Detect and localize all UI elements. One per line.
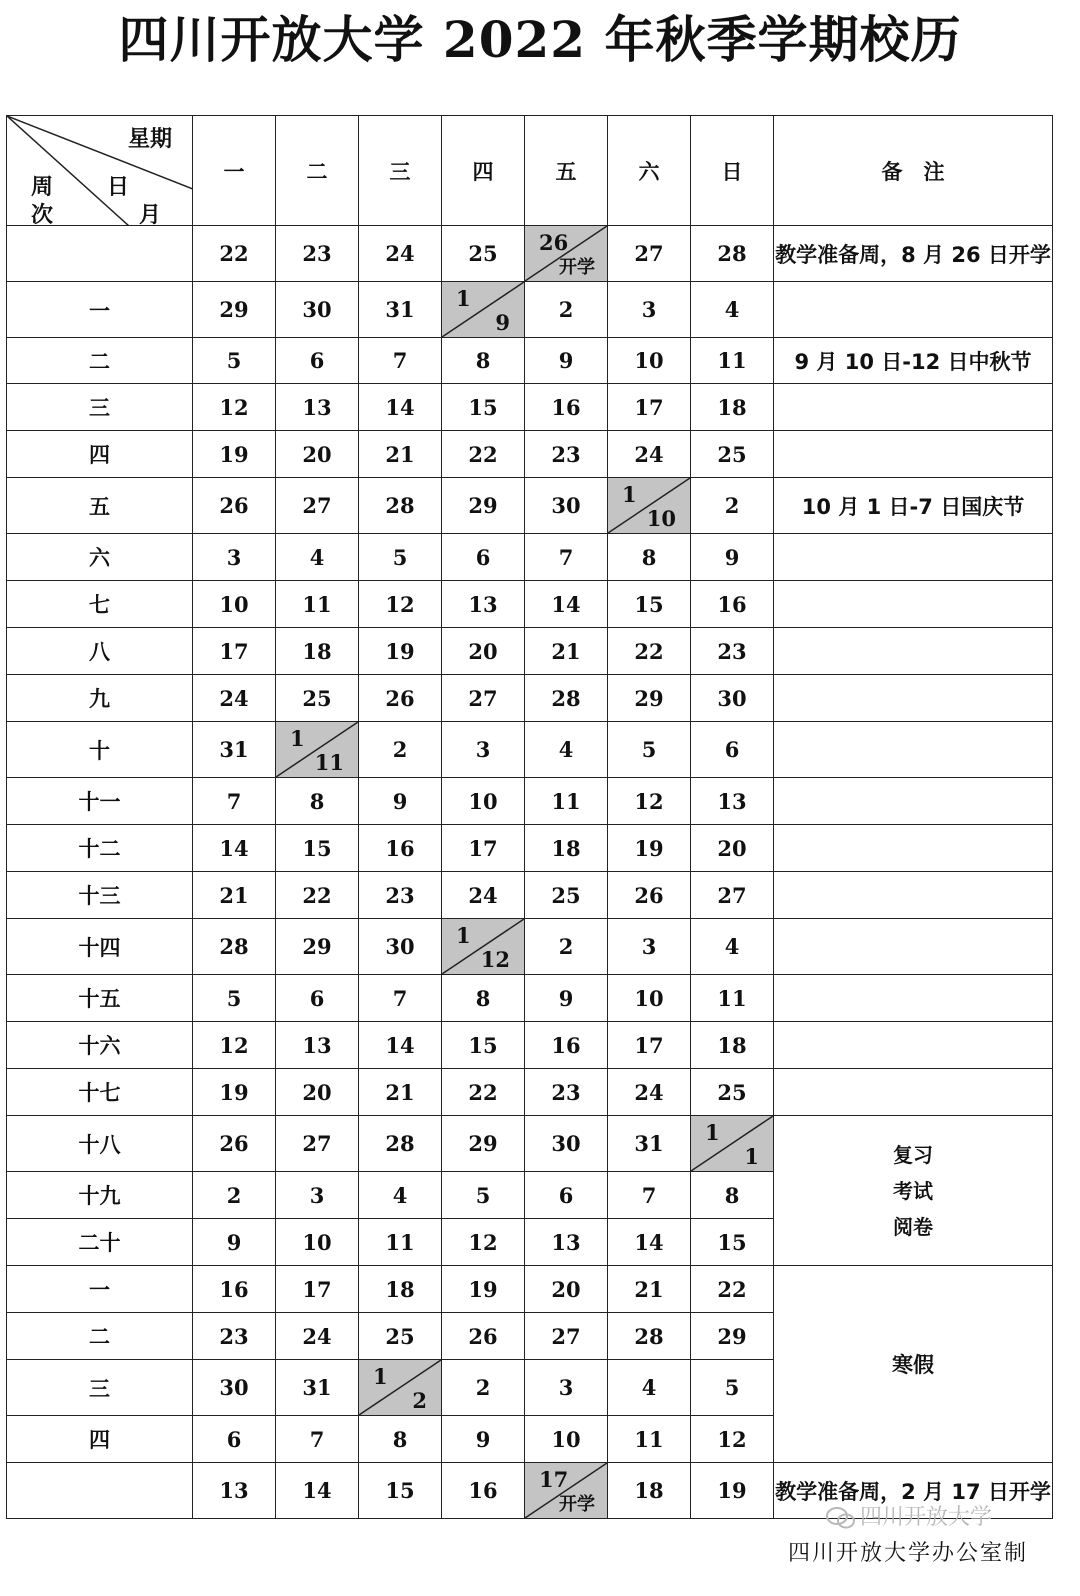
day-cell: 6 xyxy=(193,1416,276,1463)
day-cell: 10 xyxy=(276,1219,359,1266)
day-cell: 21 xyxy=(525,628,608,675)
day-cell: 24 xyxy=(608,1069,691,1116)
day-cell: 2 xyxy=(359,722,442,778)
day-cell: 3 xyxy=(608,919,691,975)
day-cell: 20 xyxy=(525,1266,608,1313)
day-cell: 11 xyxy=(525,778,608,825)
split-top-value: 1 xyxy=(705,1120,720,1145)
day-cell: 19 xyxy=(193,431,276,478)
day-cell: 27 xyxy=(525,1313,608,1360)
day-cell: 18 xyxy=(691,1022,774,1069)
day-cell: 26 xyxy=(442,1313,525,1360)
note-cell: 10 月 1 日-7 日国庆节 xyxy=(774,478,1053,534)
week-row xyxy=(7,722,1053,778)
weekday-header: 六 xyxy=(608,116,691,226)
watermark xyxy=(826,1500,992,1531)
week-row xyxy=(7,534,1053,581)
note-cell: 教学准备周，8 月 26 日开学 xyxy=(774,226,1053,282)
day-cell: 29 xyxy=(608,675,691,722)
day-cell: 16 xyxy=(442,1463,525,1519)
month-start-cell xyxy=(608,478,691,534)
day-cell: 6 xyxy=(276,338,359,384)
note-cell-empty xyxy=(774,722,1053,778)
week-number: 二 xyxy=(7,338,193,384)
day-cell: 19 xyxy=(193,1069,276,1116)
day-cell: 29 xyxy=(442,1116,525,1172)
day-cell: 28 xyxy=(525,675,608,722)
day-cell: 23 xyxy=(691,628,774,675)
day-cell: 12 xyxy=(193,1022,276,1069)
day-cell: 17 xyxy=(193,628,276,675)
week-number: 十三 xyxy=(7,872,193,919)
month-start-cell xyxy=(525,226,608,282)
day-cell: 19 xyxy=(608,825,691,872)
day-cell: 18 xyxy=(691,384,774,431)
note-cell-empty xyxy=(774,919,1053,975)
day-cell: 20 xyxy=(276,1069,359,1116)
day-cell: 16 xyxy=(359,825,442,872)
split-top-value: 17 xyxy=(539,1467,569,1492)
day-cell: 12 xyxy=(442,1219,525,1266)
day-cell: 22 xyxy=(193,226,276,282)
day-cell: 17 xyxy=(608,1022,691,1069)
day-cell: 16 xyxy=(525,1022,608,1069)
weekday-header: 一 xyxy=(193,116,276,226)
weekday-header: 二 xyxy=(276,116,359,226)
day-cell: 18 xyxy=(525,825,608,872)
note-cell-empty xyxy=(774,1022,1053,1069)
week-row xyxy=(7,825,1053,872)
day-cell: 9 xyxy=(525,975,608,1022)
day-cell: 3 xyxy=(442,722,525,778)
day-cell: 13 xyxy=(691,778,774,825)
day-cell: 14 xyxy=(276,1463,359,1519)
day-cell: 8 xyxy=(691,1172,774,1219)
day-cell: 15 xyxy=(691,1219,774,1266)
week-row xyxy=(7,628,1053,675)
split-bottom-value: 开学 xyxy=(559,257,595,278)
day-cell: 3 xyxy=(276,1172,359,1219)
exam-note-line: 考试 xyxy=(893,1178,933,1203)
page-title: 四川开放大学 2022 年秋季学期校历 xyxy=(118,10,962,69)
day-cell: 2 xyxy=(193,1172,276,1219)
day-cell: 30 xyxy=(691,675,774,722)
split-bottom-value: 2 xyxy=(412,1388,427,1413)
note-cell-empty xyxy=(774,282,1053,338)
day-cell: 24 xyxy=(276,1313,359,1360)
exam-note xyxy=(774,1137,1052,1245)
week-number: 十一 xyxy=(7,778,193,825)
day-cell: 5 xyxy=(691,1360,774,1416)
split-top-value: 1 xyxy=(373,1364,388,1389)
watermark-text: 四川开放大学 xyxy=(860,1505,993,1530)
day-cell: 28 xyxy=(359,1116,442,1172)
day-cell: 19 xyxy=(442,1266,525,1313)
day-cell: 21 xyxy=(359,1069,442,1116)
day-cell: 11 xyxy=(608,1416,691,1463)
month-start-cell xyxy=(442,282,525,338)
month-start-cell xyxy=(442,919,525,975)
day-cell: 10 xyxy=(442,778,525,825)
day-cell: 2 xyxy=(442,1360,525,1416)
exam-note-line: 复习 xyxy=(893,1142,933,1167)
day-cell: 5 xyxy=(359,534,442,581)
day-cell: 18 xyxy=(359,1266,442,1313)
split-top-value: 1 xyxy=(290,726,305,751)
week-row xyxy=(7,431,1053,478)
week-row xyxy=(7,581,1053,628)
day-cell: 15 xyxy=(442,384,525,431)
split-bottom-value: 12 xyxy=(480,947,510,972)
day-cell: 10 xyxy=(525,1416,608,1463)
day-cell: 8 xyxy=(359,1416,442,1463)
day-cell: 28 xyxy=(608,1313,691,1360)
day-cell: 25 xyxy=(442,226,525,282)
week-number: 一 xyxy=(7,282,193,338)
day-cell: 7 xyxy=(525,534,608,581)
day-cell: 31 xyxy=(608,1116,691,1172)
week-row xyxy=(7,338,1053,384)
day-cell: 13 xyxy=(276,384,359,431)
day-cell: 19 xyxy=(691,1463,774,1519)
note-cell-empty xyxy=(774,975,1053,1022)
day-cell: 23 xyxy=(359,872,442,919)
exam-note-line: 阅卷 xyxy=(893,1214,933,1239)
split-top-value: 1 xyxy=(456,286,471,311)
day-cell: 22 xyxy=(276,872,359,919)
day-cell: 6 xyxy=(442,534,525,581)
corner-label-week: 周 xyxy=(31,175,54,200)
day-cell: 26 xyxy=(359,675,442,722)
day-cell: 4 xyxy=(276,534,359,581)
day-cell: 30 xyxy=(525,478,608,534)
week-number: 四 xyxy=(7,431,193,478)
day-cell: 5 xyxy=(193,975,276,1022)
corner-cell xyxy=(7,116,193,226)
day-cell: 20 xyxy=(442,628,525,675)
week-number: 七 xyxy=(7,581,193,628)
day-cell: 5 xyxy=(442,1172,525,1219)
day-cell: 8 xyxy=(608,534,691,581)
day-cell: 30 xyxy=(276,282,359,338)
day-cell: 27 xyxy=(276,478,359,534)
day-cell: 5 xyxy=(608,722,691,778)
day-cell: 5 xyxy=(193,338,276,384)
split-bottom-value: 开学 xyxy=(559,1494,595,1515)
day-cell: 11 xyxy=(691,338,774,384)
day-cell: 4 xyxy=(691,919,774,975)
day-cell: 24 xyxy=(193,675,276,722)
header-row xyxy=(7,116,1053,226)
day-cell: 3 xyxy=(193,534,276,581)
day-cell: 24 xyxy=(359,226,442,282)
day-cell: 9 xyxy=(442,1416,525,1463)
note-cell-empty xyxy=(774,534,1053,581)
day-cell: 14 xyxy=(608,1219,691,1266)
day-cell: 4 xyxy=(691,282,774,338)
day-cell: 22 xyxy=(691,1266,774,1313)
day-cell: 25 xyxy=(525,872,608,919)
week-number: 三 xyxy=(7,384,193,431)
day-cell: 29 xyxy=(276,919,359,975)
day-cell: 29 xyxy=(193,282,276,338)
weekday-header: 四 xyxy=(442,116,525,226)
day-cell: 27 xyxy=(276,1116,359,1172)
day-cell: 2 xyxy=(525,282,608,338)
day-cell: 3 xyxy=(525,1360,608,1416)
day-cell: 21 xyxy=(193,872,276,919)
note-cell-empty xyxy=(774,581,1053,628)
day-cell: 13 xyxy=(276,1022,359,1069)
day-cell: 17 xyxy=(608,384,691,431)
day-cell: 23 xyxy=(525,1069,608,1116)
week-number: 六 xyxy=(7,534,193,581)
week-row xyxy=(7,778,1053,825)
day-cell: 8 xyxy=(442,338,525,384)
month-start-cell xyxy=(359,1360,442,1416)
split-top-value: 1 xyxy=(456,923,471,948)
day-cell: 13 xyxy=(193,1463,276,1519)
day-cell: 29 xyxy=(691,1313,774,1360)
week-row xyxy=(7,975,1053,1022)
day-cell: 14 xyxy=(525,581,608,628)
day-cell: 10 xyxy=(608,975,691,1022)
day-cell: 24 xyxy=(608,431,691,478)
week-number: 四 xyxy=(7,1416,193,1463)
day-cell: 20 xyxy=(276,431,359,478)
day-cell: 22 xyxy=(442,1069,525,1116)
week-row xyxy=(7,872,1053,919)
day-cell: 7 xyxy=(276,1416,359,1463)
day-cell: 25 xyxy=(276,675,359,722)
week-row xyxy=(7,919,1053,975)
week-number: 十 xyxy=(7,722,193,778)
day-cell: 12 xyxy=(608,778,691,825)
day-cell: 13 xyxy=(442,581,525,628)
day-cell: 26 xyxy=(608,872,691,919)
day-cell: 12 xyxy=(359,581,442,628)
day-cell: 7 xyxy=(359,338,442,384)
day-cell: 13 xyxy=(525,1219,608,1266)
corner-label-week2: 次 xyxy=(31,203,54,228)
day-cell: 6 xyxy=(276,975,359,1022)
day-cell: 14 xyxy=(193,825,276,872)
day-cell: 12 xyxy=(691,1416,774,1463)
split-bottom-value: 9 xyxy=(495,310,510,335)
day-cell: 30 xyxy=(193,1360,276,1416)
weekday-header: 日 xyxy=(691,116,774,226)
month-start-cell xyxy=(525,1463,608,1519)
week-number: 二 xyxy=(7,1313,193,1360)
note-cell-empty xyxy=(774,778,1053,825)
week-number: 十九 xyxy=(7,1172,193,1219)
day-cell: 10 xyxy=(608,338,691,384)
week-number: 八 xyxy=(7,628,193,675)
day-cell: 18 xyxy=(276,628,359,675)
week-number: 十二 xyxy=(7,825,193,872)
day-cell: 14 xyxy=(359,384,442,431)
wechat-icon xyxy=(826,1507,856,1529)
day-cell: 27 xyxy=(608,226,691,282)
week-row xyxy=(7,384,1053,431)
day-cell: 4 xyxy=(359,1172,442,1219)
day-cell: 9 xyxy=(691,534,774,581)
day-cell: 24 xyxy=(442,872,525,919)
day-cell: 27 xyxy=(442,675,525,722)
day-cell: 15 xyxy=(442,1022,525,1069)
day-cell: 25 xyxy=(691,1069,774,1116)
month-start-cell xyxy=(276,722,359,778)
day-cell: 26 xyxy=(193,1116,276,1172)
corner-label-weekday: 星期 xyxy=(127,127,172,152)
day-cell: 17 xyxy=(442,825,525,872)
exam-note-cell xyxy=(774,1116,1053,1266)
day-cell: 11 xyxy=(691,975,774,1022)
split-bottom-value: 10 xyxy=(646,506,676,531)
day-cell: 28 xyxy=(359,478,442,534)
day-cell: 28 xyxy=(193,919,276,975)
week-number: 九 xyxy=(7,675,193,722)
month-start-cell xyxy=(691,1116,774,1172)
week-number: 十五 xyxy=(7,975,193,1022)
note-cell-empty xyxy=(774,1069,1053,1116)
notes-header: 备 注 xyxy=(774,116,1053,226)
week-row xyxy=(7,1022,1053,1069)
day-cell: 20 xyxy=(691,825,774,872)
day-cell: 11 xyxy=(276,581,359,628)
day-cell: 3 xyxy=(608,282,691,338)
week-number: 十七 xyxy=(7,1069,193,1116)
day-cell: 9 xyxy=(359,778,442,825)
day-cell: 18 xyxy=(608,1463,691,1519)
day-cell: 8 xyxy=(442,975,525,1022)
split-bottom-value: 11 xyxy=(314,750,344,775)
week-row xyxy=(7,282,1053,338)
week-row xyxy=(7,1116,1053,1172)
day-cell: 2 xyxy=(525,919,608,975)
day-cell: 31 xyxy=(193,722,276,778)
day-cell: 31 xyxy=(359,282,442,338)
day-cell: 15 xyxy=(276,825,359,872)
day-cell: 31 xyxy=(276,1360,359,1416)
note-cell-empty xyxy=(774,872,1053,919)
day-cell: 14 xyxy=(359,1022,442,1069)
week-row xyxy=(7,478,1053,534)
day-cell: 15 xyxy=(359,1463,442,1519)
day-cell: 23 xyxy=(193,1313,276,1360)
winter-note-cell: 寒假 xyxy=(774,1266,1053,1463)
note-cell-empty xyxy=(774,825,1053,872)
week-row xyxy=(7,675,1053,722)
day-cell: 2 xyxy=(691,478,774,534)
day-cell: 6 xyxy=(691,722,774,778)
day-cell: 16 xyxy=(193,1266,276,1313)
weekday-header: 五 xyxy=(525,116,608,226)
note-cell: 9 月 10 日-12 日中秋节 xyxy=(774,338,1053,384)
day-cell: 30 xyxy=(525,1116,608,1172)
day-cell: 11 xyxy=(359,1219,442,1266)
corner-label-month: 月 xyxy=(139,203,162,228)
day-cell: 27 xyxy=(691,872,774,919)
day-cell: 9 xyxy=(193,1219,276,1266)
day-cell: 16 xyxy=(691,581,774,628)
note-cell-empty xyxy=(774,384,1053,431)
week-number xyxy=(7,1463,193,1519)
week-row xyxy=(7,226,1053,282)
week-number: 一 xyxy=(7,1266,193,1313)
week-number xyxy=(7,226,193,282)
split-top-value: 26 xyxy=(539,230,569,255)
day-cell: 21 xyxy=(359,431,442,478)
day-cell: 30 xyxy=(359,919,442,975)
day-cell: 7 xyxy=(193,778,276,825)
day-cell: 16 xyxy=(525,384,608,431)
note-cell-empty xyxy=(774,628,1053,675)
footer-credit: 四川开放大学办公室制 xyxy=(787,1541,1028,1566)
day-cell: 29 xyxy=(442,478,525,534)
day-cell: 26 xyxy=(193,478,276,534)
week-row xyxy=(7,1069,1053,1116)
week-number: 二十 xyxy=(7,1219,193,1266)
split-top-value: 1 xyxy=(622,482,637,507)
week-number: 五 xyxy=(7,478,193,534)
day-cell: 4 xyxy=(608,1360,691,1416)
day-cell: 19 xyxy=(359,628,442,675)
note-cell: 教学准备周，2 月 17 日开学 xyxy=(774,1463,1053,1519)
day-cell: 15 xyxy=(608,581,691,628)
week-number: 三 xyxy=(7,1360,193,1416)
day-cell: 21 xyxy=(608,1266,691,1313)
day-cell: 10 xyxy=(193,581,276,628)
day-cell: 23 xyxy=(276,226,359,282)
day-cell: 22 xyxy=(608,628,691,675)
day-cell: 23 xyxy=(525,431,608,478)
note-cell-empty xyxy=(774,431,1053,478)
day-cell: 25 xyxy=(359,1313,442,1360)
day-cell: 7 xyxy=(608,1172,691,1219)
week-number: 十八 xyxy=(7,1116,193,1172)
week-number: 十四 xyxy=(7,919,193,975)
day-cell: 4 xyxy=(525,722,608,778)
day-cell: 17 xyxy=(276,1266,359,1313)
week-number: 十六 xyxy=(7,1022,193,1069)
day-cell: 22 xyxy=(442,431,525,478)
day-cell: 9 xyxy=(525,338,608,384)
calendar-table xyxy=(6,115,1053,1519)
corner-label-day: 日 xyxy=(107,175,130,200)
note-cell-empty xyxy=(774,675,1053,722)
day-cell: 6 xyxy=(525,1172,608,1219)
day-cell: 25 xyxy=(691,431,774,478)
day-cell: 7 xyxy=(359,975,442,1022)
day-cell: 12 xyxy=(193,384,276,431)
split-bottom-value: 1 xyxy=(744,1144,759,1169)
day-cell: 28 xyxy=(691,226,774,282)
weekday-header: 三 xyxy=(359,116,442,226)
day-cell: 8 xyxy=(276,778,359,825)
week-row xyxy=(7,1266,1053,1313)
